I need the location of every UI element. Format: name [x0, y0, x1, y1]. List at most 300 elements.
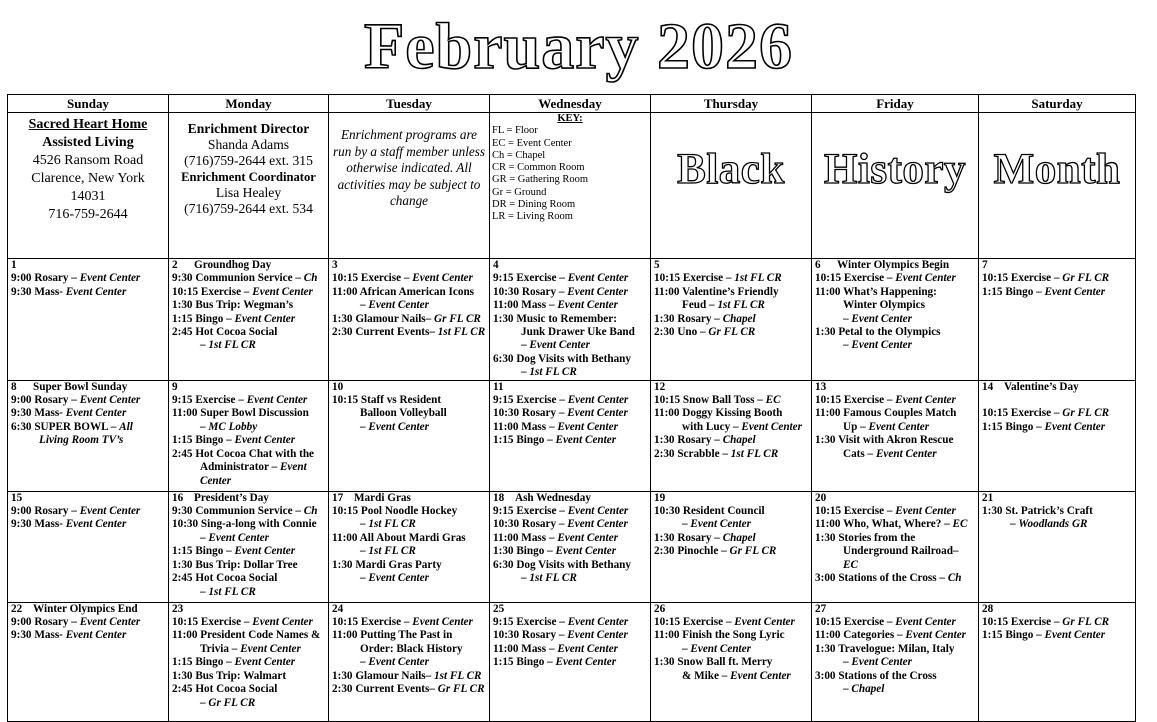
event-title: Scrabble –: [677, 447, 728, 460]
event-line: [654, 421, 809, 434]
event-time: 10:15: [982, 272, 1009, 285]
event-line: [172, 616, 326, 629]
event-line: [493, 339, 648, 352]
event-time: 11:00: [654, 407, 680, 420]
event-title: Mass-: [34, 285, 63, 298]
event-title: Hot Cocoa Social: [195, 683, 278, 696]
event-location: Event Center: [690, 518, 751, 531]
event-line: [493, 272, 648, 285]
event-line: [493, 313, 648, 326]
day-number: 19: [654, 491, 666, 504]
event-title: Exercise –: [516, 616, 565, 629]
weekday-monday: Monday: [169, 95, 329, 113]
event-line: [332, 394, 487, 407]
event-time: 10:30: [493, 407, 520, 420]
week-row: [8, 491, 1136, 602]
event-time: 1:30: [815, 531, 836, 544]
event-title: Trivia –: [200, 642, 238, 655]
event-location: Gr FL CR: [208, 696, 256, 709]
calendar-table: [7, 94, 1136, 722]
event-title: Rosary –: [677, 531, 720, 544]
event-title: Mass-: [34, 518, 63, 531]
event-line: [332, 299, 487, 312]
event-line: [332, 505, 487, 518]
event-line: [493, 407, 648, 420]
event-line: [332, 616, 487, 629]
day-heading: President’s Day: [194, 491, 269, 504]
event-title: Who, What, Where? –: [843, 518, 950, 531]
event-line: [982, 518, 1133, 531]
event-time: 10:15: [654, 616, 681, 629]
event-line: [982, 286, 1133, 299]
event-title: –: [521, 339, 527, 352]
day-cell: [490, 259, 651, 381]
event-location: Event Center: [557, 420, 618, 433]
event-line: [172, 656, 326, 669]
event-time: 10:15: [654, 394, 681, 407]
event-location: Living Room TV’s: [39, 434, 124, 447]
event-line: [172, 339, 326, 352]
event-title: Administrator –: [200, 461, 278, 474]
event-time: 10:15: [332, 394, 359, 407]
event-line: [493, 326, 648, 339]
event-title: Rosary –: [521, 629, 565, 642]
event-title: –: [360, 299, 366, 312]
event-time: 1:15: [172, 656, 193, 669]
event-title: Staff vs Resident: [360, 394, 442, 407]
event-time: 10:15: [654, 272, 681, 285]
event-time: 2:45: [172, 326, 193, 339]
day-header: [332, 603, 487, 616]
event-title: –: [360, 545, 366, 558]
day-number: 8: [11, 380, 17, 393]
event-title: –: [1010, 518, 1016, 531]
event-title: Hot Cocoa Social: [195, 326, 278, 339]
event-location: Ch: [947, 572, 962, 585]
day-cell: [651, 602, 812, 721]
event-location: Gr FL CR: [1062, 616, 1110, 629]
day-header: [332, 381, 487, 394]
event-time: 10:15: [815, 616, 842, 629]
day-number: 18: [493, 491, 505, 504]
event-line: [654, 532, 809, 545]
event-line: [815, 272, 976, 285]
director-phone: (716)759-2644 ext. 315: [184, 153, 313, 168]
location-key: [490, 113, 651, 259]
event-title: Underground Railroad–: [843, 545, 959, 558]
event-title: Balloon Volleyball: [360, 407, 447, 420]
event-line: [815, 518, 976, 531]
event-line: [172, 670, 326, 683]
event-line: [172, 518, 326, 531]
day-cell: [979, 259, 1136, 381]
event-time: 1:30: [815, 434, 836, 447]
event-title: Bingo –: [516, 434, 553, 447]
key-item: GR = Gathering Room: [492, 174, 589, 186]
event-time: 11:00: [815, 518, 841, 531]
event-time: 1:30: [654, 531, 675, 544]
event-title: –: [843, 312, 849, 325]
weekday-friday: Friday: [812, 95, 979, 113]
event-title: Bingo –: [195, 656, 232, 669]
event-location: Event Center: [208, 531, 269, 544]
day-header: [654, 381, 809, 394]
event-title: Mass –: [521, 299, 555, 312]
event-title: All About Mardi Gras: [359, 531, 466, 544]
event-title: Exercise –: [843, 505, 893, 518]
event-location: 1st FL CR: [208, 339, 256, 352]
event-title: Dog Visits with Bethany: [516, 558, 632, 571]
event-location: 1st FL CR: [208, 585, 256, 598]
day-cell: [169, 491, 329, 602]
event-title: Exercise –: [1010, 272, 1060, 285]
event-location: Event Center: [730, 669, 791, 682]
key-title: KEY:: [557, 113, 583, 124]
day-number: 1: [11, 259, 17, 271]
event-location: Event Center: [252, 285, 313, 298]
event-location: 1st FL CR: [529, 366, 577, 379]
event-line: [654, 545, 809, 558]
day-header: [172, 259, 326, 272]
event-title: Doggy Kissing Booth: [682, 407, 783, 420]
event-line: [815, 643, 976, 656]
day-number: 24: [332, 602, 344, 615]
day-header: [332, 492, 487, 505]
event-location: Event Center: [851, 656, 912, 669]
event-time: 11:00: [172, 629, 198, 642]
event-time: 10:30: [493, 629, 520, 642]
event-time: 10:15: [332, 505, 359, 518]
event-time: 11:00: [332, 531, 358, 544]
event-time: 11:00: [654, 285, 680, 298]
key-item: EC = Event Center: [492, 137, 572, 149]
event-line: [332, 683, 487, 696]
day-cell: [651, 380, 812, 491]
week-row: [8, 602, 1136, 721]
event-title: Visit with Akron Rescue: [838, 434, 954, 447]
event-line: [493, 286, 648, 299]
event-location: Event Center: [234, 434, 296, 447]
event-location: 1st FL CR: [368, 518, 416, 531]
event-location: 1st FL CR: [730, 447, 779, 460]
event-time: 6:30: [493, 352, 514, 365]
day-cell: [979, 380, 1136, 491]
event-line: [815, 683, 976, 696]
event-line: [815, 421, 976, 434]
event-line: [815, 532, 976, 545]
event-title: Bingo –: [516, 656, 553, 669]
event-title: Super Bowl Discussion: [200, 407, 309, 420]
event-title: Finish the Song Lyric: [682, 629, 785, 642]
day-number: 5: [654, 259, 660, 271]
event-time: 9:00: [11, 394, 32, 407]
event-title: & Mike –: [682, 669, 728, 682]
event-line: [332, 656, 487, 669]
event-title: with Lucy –: [682, 420, 739, 433]
event-title: Exercise –: [200, 285, 250, 298]
weekday-wednesday: Wednesday: [490, 95, 651, 113]
coordinator-title: Enrichment Coordinator: [181, 170, 316, 184]
event-title: Mass-: [34, 407, 63, 420]
event-time: 10:15: [815, 272, 842, 285]
event-time: 11:00: [332, 629, 358, 642]
event-title: Rosary –: [521, 407, 565, 420]
banner-word: Black: [651, 113, 812, 259]
day-header: [815, 492, 976, 505]
event-time: 10:15: [815, 505, 842, 518]
event-time: 2:30: [654, 545, 675, 558]
event-line: [172, 532, 326, 545]
event-line: [493, 505, 648, 518]
event-line: [815, 434, 976, 447]
event-line: [982, 616, 1133, 629]
event-line: [654, 505, 809, 518]
event-line: [815, 572, 976, 585]
event-time: 1:30: [654, 434, 675, 447]
event-time: 9:30: [172, 272, 193, 285]
day-number: 7: [982, 259, 988, 271]
event-location: Event Center: [246, 394, 308, 407]
event-line: [493, 559, 648, 572]
info-row: [8, 113, 1136, 259]
event-location: Event Center: [567, 518, 628, 531]
banner-word: History: [812, 113, 979, 259]
event-location: Chapel: [722, 531, 756, 544]
event-line: [172, 545, 326, 558]
event-title: Rosary –: [521, 285, 565, 298]
event-time: 1:15: [493, 434, 514, 447]
event-location: Ch: [303, 505, 318, 518]
facility-name: Sacred Heart Home: [28, 117, 148, 132]
weekday-thursday: Thursday: [651, 95, 812, 113]
event-location: Event Center: [1044, 285, 1106, 298]
event-line: [493, 421, 648, 434]
event-title: Mass –: [521, 420, 555, 433]
event-time: 11:00: [172, 407, 198, 420]
event-time: 9:30: [11, 629, 32, 642]
event-line: [815, 505, 976, 518]
event-line: [654, 272, 809, 285]
event-time: 11:00: [493, 299, 519, 312]
event-line: [332, 545, 487, 558]
event-time: 9:15: [493, 505, 514, 518]
day-header: [982, 603, 1133, 616]
event-time: 1:15: [982, 629, 1003, 642]
event-line: [172, 448, 326, 461]
event-location: Event Center: [529, 339, 590, 352]
event-line: [332, 407, 487, 420]
day-cell: [169, 380, 329, 491]
day-number: 27: [815, 602, 827, 615]
event-time: 9:00: [11, 616, 32, 629]
event-line: [11, 505, 166, 518]
event-title: Bus Trip: Wegman’s: [195, 299, 294, 312]
event-location: Event Center: [567, 629, 628, 642]
day-header: [172, 381, 326, 394]
event-title: Putting The Past in: [360, 629, 453, 642]
day-cell: [329, 491, 490, 602]
event-time: 10:15: [982, 407, 1009, 420]
event-time: 1:30: [982, 505, 1003, 518]
event-line: [11, 434, 166, 447]
key-item: LR = Living Room: [492, 211, 573, 223]
event-location: Event Center: [79, 394, 141, 407]
event-line: [11, 407, 166, 420]
day-number: 28: [982, 602, 994, 615]
event-title: St. Patrick’s Craft: [1005, 505, 1093, 518]
event-location: Event Center: [905, 629, 967, 642]
day-header: [982, 259, 1133, 272]
event-location: Event Center: [240, 642, 301, 655]
event-location: Event Center: [555, 545, 617, 558]
day-cell: [812, 259, 979, 381]
event-location: 1st FL CR: [368, 545, 416, 558]
event-location: Event Center: [1044, 629, 1106, 642]
event-title: Communion Service –: [195, 272, 301, 285]
day-number: 10: [332, 380, 344, 393]
day-heading: Winter Olympics Begin: [837, 259, 950, 271]
event-time: 9:15: [172, 394, 193, 407]
event-time: 9:15: [493, 616, 514, 629]
event-title: Current Events–: [355, 683, 435, 696]
event-line: [11, 272, 166, 285]
event-line: [982, 505, 1133, 518]
event-title: Bingo –: [195, 545, 232, 558]
event-time: 1:15: [982, 285, 1003, 298]
event-title: –: [200, 420, 206, 433]
event-location: Ch: [303, 272, 318, 285]
event-line: [982, 421, 1133, 434]
coordinator-name: Lisa Healey: [215, 185, 282, 200]
event-line: [332, 421, 487, 434]
event-line: [815, 656, 976, 669]
event-title: Snow Ball ft. Merry: [677, 656, 773, 669]
event-title: –: [682, 642, 688, 655]
event-title: Pinochle –: [677, 545, 727, 558]
day-heading: Groundhog Day: [194, 259, 272, 271]
event-title: –: [200, 696, 206, 709]
key-item: CR = Common Room: [492, 162, 585, 174]
calendar-title: February 2026: [363, 10, 794, 83]
event-title: Hot Cocoa Social: [195, 572, 278, 585]
event-location: Gr FL CR: [437, 683, 485, 696]
event-time: 9:00: [11, 505, 32, 518]
day-heading: Valentine’s Day: [1004, 380, 1079, 393]
event-title: Winter Olympics: [843, 299, 925, 312]
event-title: Dog Visits with Bethany: [516, 352, 632, 365]
event-location: Event Center: [65, 518, 127, 531]
event-line: [654, 313, 809, 326]
event-location: Event Center: [567, 394, 629, 407]
event-location: 1st FL CR: [434, 669, 482, 682]
event-line: [493, 299, 648, 312]
event-line: [493, 629, 648, 642]
event-title: –: [360, 572, 366, 585]
event-line: [172, 683, 326, 696]
day-number: 22: [11, 602, 23, 615]
event-line: [815, 629, 976, 642]
event-location: EC: [952, 518, 968, 531]
event-location: Event Center: [567, 407, 628, 420]
event-location: Gr FL CR: [1062, 272, 1110, 285]
day-cell: [979, 602, 1136, 721]
event-title: Up –: [843, 420, 866, 433]
event-time: 9:30: [172, 505, 193, 518]
event-time: 9:00: [11, 272, 32, 285]
event-time: 10:30: [172, 518, 199, 531]
director-title: Enrichment Director: [187, 121, 310, 136]
day-cell: [169, 259, 329, 381]
event-time: 1:15: [982, 420, 1003, 433]
event-line: [172, 326, 326, 339]
event-line: [654, 299, 809, 312]
event-title: Bingo –: [195, 312, 232, 325]
event-line: [172, 572, 326, 585]
day-cell: [8, 259, 169, 381]
event-line: [815, 326, 976, 339]
day-number: 23: [172, 602, 184, 615]
event-line: [493, 518, 648, 531]
banner-word: Month: [979, 113, 1136, 259]
director-name: Shanda Adams: [207, 137, 290, 152]
event-line: [11, 286, 166, 299]
event-title: Resident Council: [682, 505, 765, 518]
weekday-sunday: Sunday: [8, 95, 169, 113]
event-title: –: [682, 518, 688, 531]
event-title: Bus Trip: Dollar Tree: [195, 558, 298, 571]
day-cell: [329, 602, 490, 721]
event-time: 10:15: [815, 394, 842, 407]
event-time: 11:00: [493, 642, 519, 655]
event-line: [172, 272, 326, 285]
event-line: [815, 407, 976, 420]
event-time: 11:00: [815, 629, 841, 642]
day-header: [982, 381, 1133, 394]
event-line: [982, 629, 1133, 642]
event-title: –: [521, 366, 527, 379]
event-location: Event Center: [79, 505, 141, 518]
event-location: Event Center: [868, 420, 930, 433]
event-title: Bingo –: [516, 545, 553, 558]
event-title: Bingo –: [1005, 420, 1042, 433]
event-location: Event Center: [567, 285, 628, 298]
event-line: [172, 286, 326, 299]
day-cell: [651, 259, 812, 381]
event-title: Mass-: [34, 629, 63, 642]
event-time: 11:00: [815, 285, 841, 298]
event-title: Cats –: [843, 447, 874, 460]
facility-city: Clarence, New York: [31, 171, 145, 186]
event-line: [172, 505, 326, 518]
day-number: 13: [815, 380, 827, 393]
day-header: [654, 492, 809, 505]
event-line: [654, 643, 809, 656]
event-title: –: [360, 420, 366, 433]
day-heading: Ash Wednesday: [515, 491, 591, 504]
event-line: [332, 670, 487, 683]
day-header: [11, 603, 166, 616]
event-time: 2:45: [172, 447, 193, 460]
event-time: 1:30: [172, 299, 193, 312]
event-title: Exercise –: [843, 272, 893, 285]
event-line: [493, 394, 648, 407]
event-location: Event Center: [567, 272, 629, 285]
event-location: Event Center: [79, 616, 141, 629]
event-line: [493, 656, 648, 669]
event-line: [11, 421, 166, 434]
event-line: [654, 286, 809, 299]
day-number: 26: [654, 602, 666, 615]
